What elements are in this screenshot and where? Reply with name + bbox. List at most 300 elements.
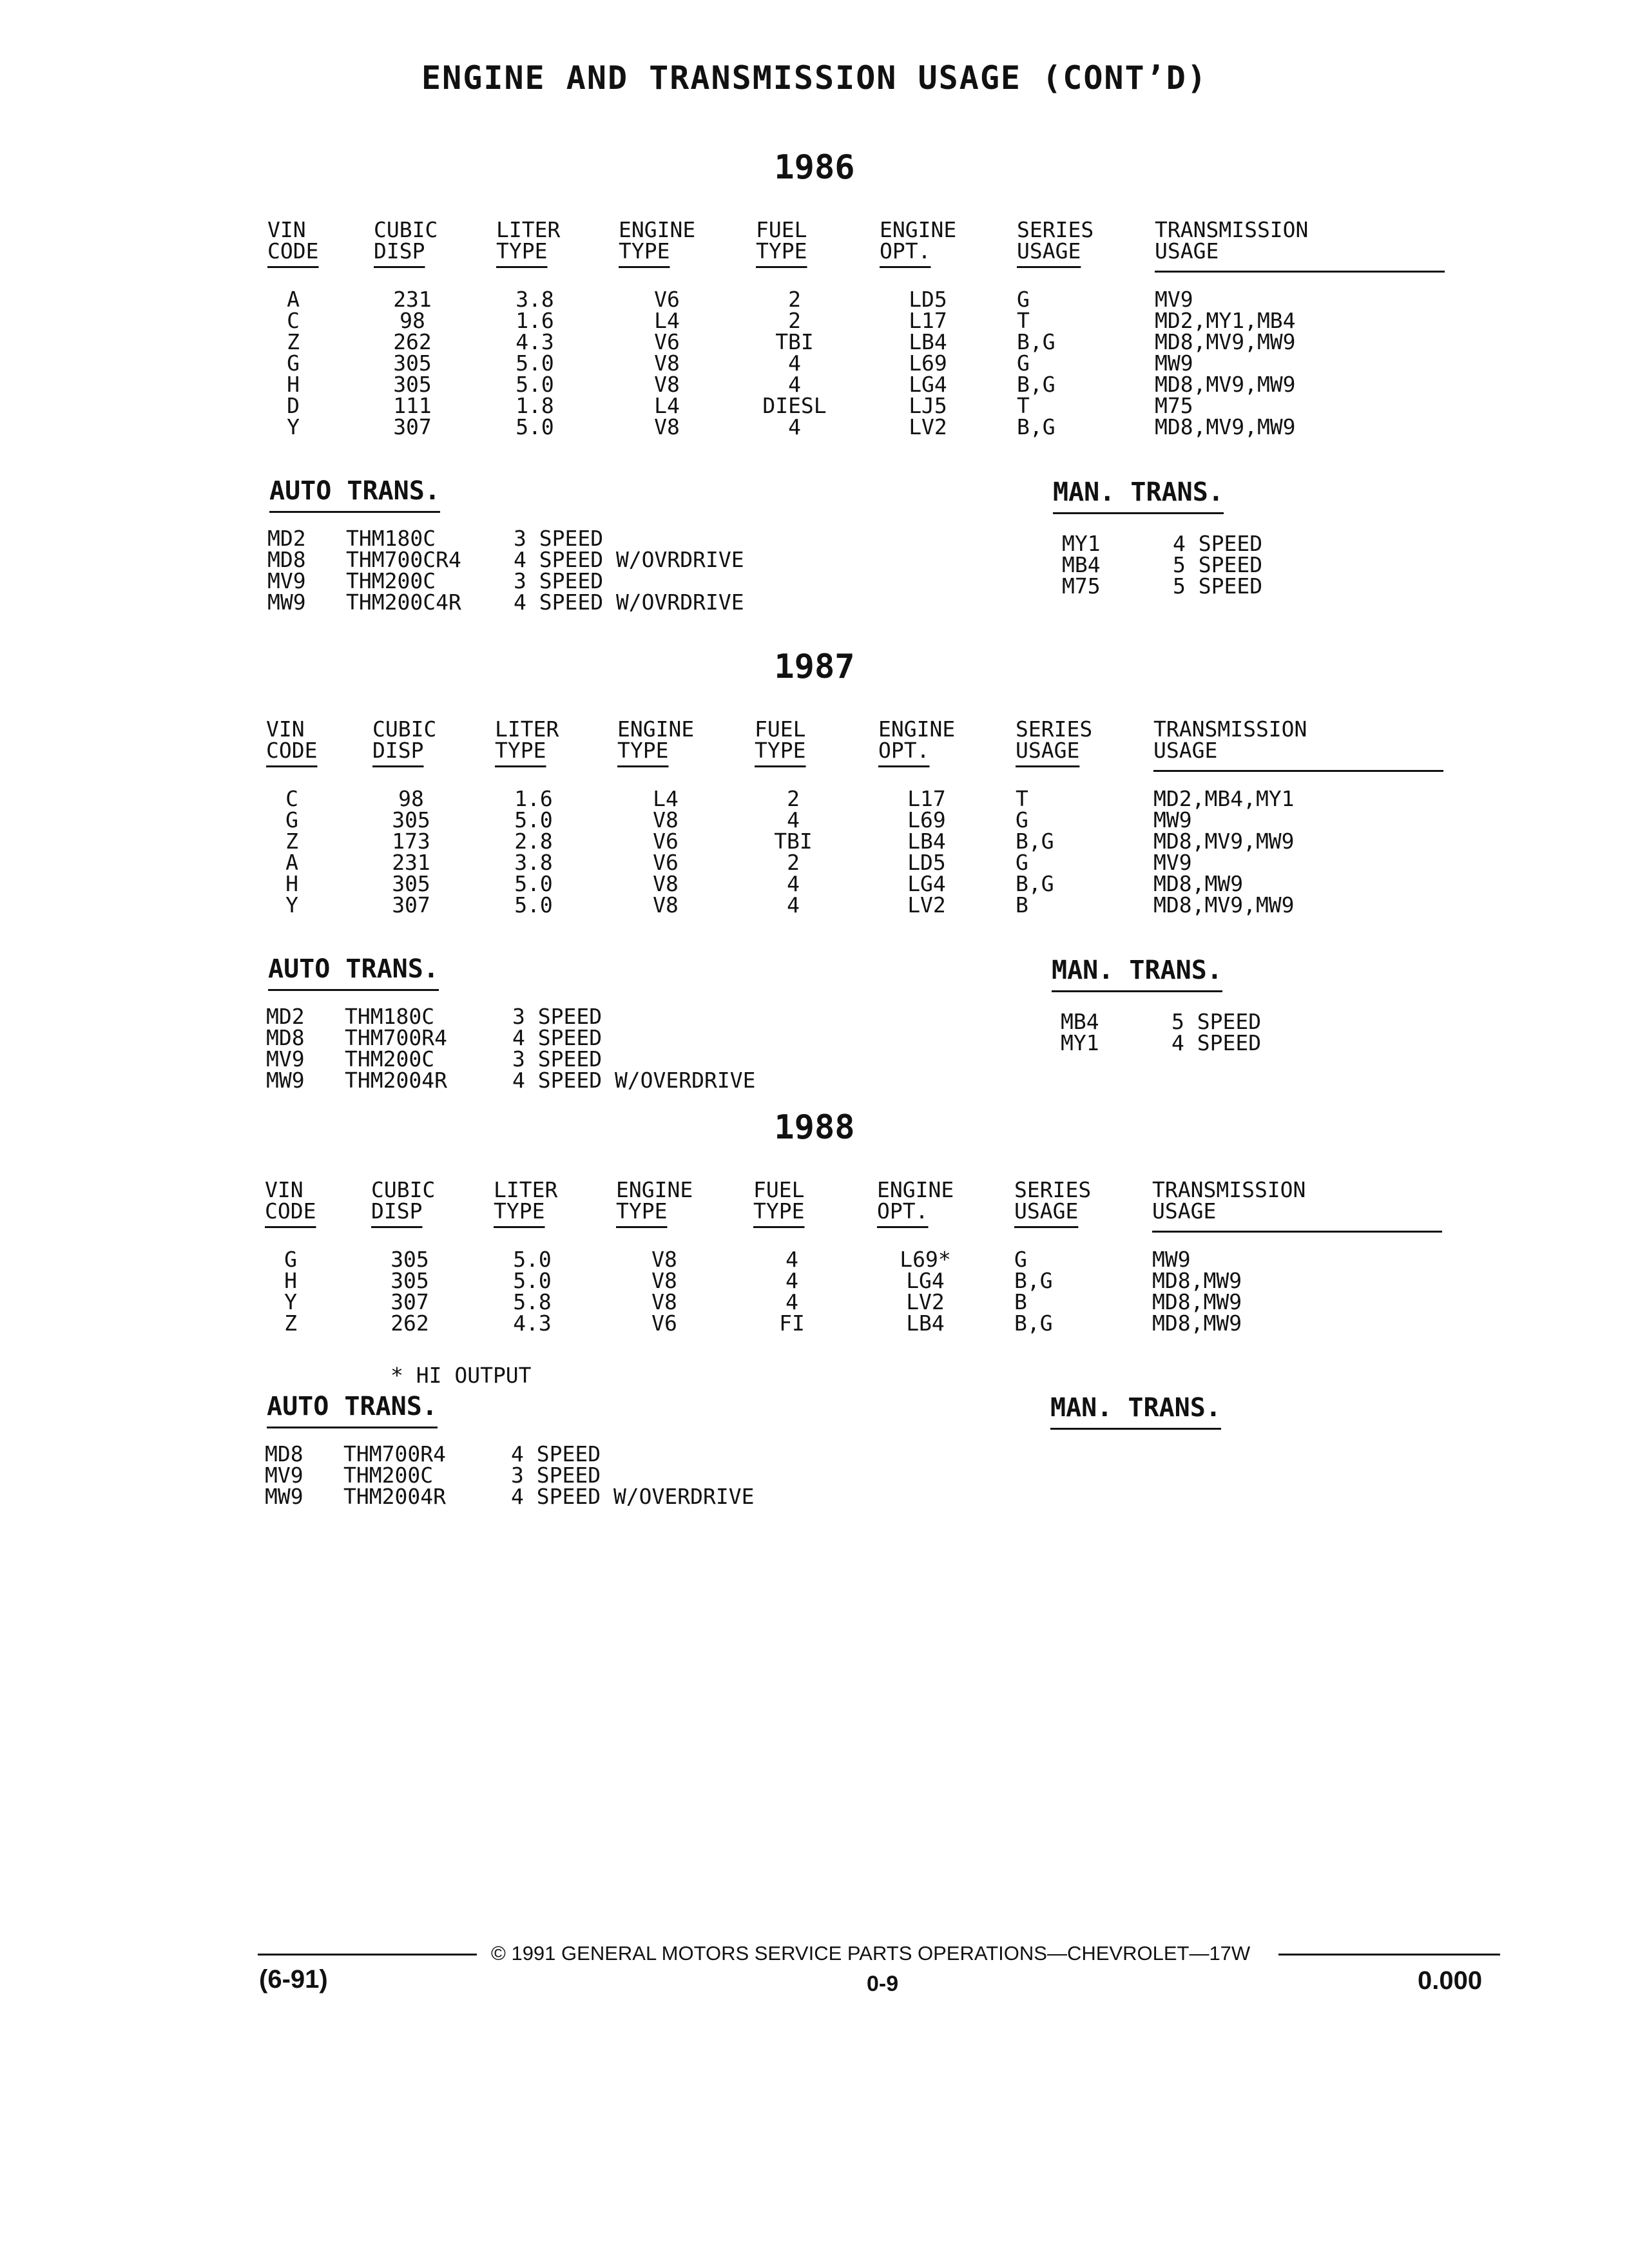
header-line-2: DISP <box>374 238 425 264</box>
footnote: * HI OUTPUT <box>390 1363 532 1388</box>
auto-trans-heading <box>267 1392 438 1421</box>
transmission-header-rule <box>1152 1231 1442 1233</box>
table-cell: 5.0 <box>516 414 554 439</box>
year-heading: 1988 <box>774 1108 855 1147</box>
table-cell: 305 <box>392 871 430 896</box>
table-cell: MW9 <box>1155 351 1193 376</box>
column-fuel <box>753 1249 831 1334</box>
table-cell: Y <box>287 414 300 439</box>
header-line-1: ENGINE <box>617 716 695 742</box>
table-cell: 4.3 <box>513 1311 552 1336</box>
header-line-1: ENGINE <box>616 1177 693 1202</box>
footer-page-number: 0-9 <box>867 1972 899 1996</box>
table-cell: 5.0 <box>514 871 553 896</box>
list-item: 4 SPEED W/OVERDRIVE <box>511 1484 755 1509</box>
table-cell: H <box>284 1268 297 1293</box>
header-line-2: TYPE <box>619 238 670 264</box>
list-item: 4 SPEED <box>511 1441 601 1466</box>
column-header-engine-opt <box>878 718 955 761</box>
table-cell: C <box>287 308 300 333</box>
column-engine-type <box>617 788 714 916</box>
list-item: THM180C <box>345 1004 435 1029</box>
column-header-engine-type <box>616 1179 693 1222</box>
header-line-2: TYPE <box>616 1198 668 1224</box>
table-cell: M75 <box>1155 393 1193 418</box>
table-cell: 4 <box>787 871 800 896</box>
header-line-2: TYPE <box>753 1198 805 1224</box>
footer-section-number: 0.000 <box>1418 1966 1483 1995</box>
list-item: MD2 <box>267 526 306 551</box>
list-item: THM700CR4 <box>346 547 461 572</box>
column-header-cubic <box>372 718 436 761</box>
year-heading: 1986 <box>774 148 855 187</box>
header-line-1: CUBIC <box>374 217 438 242</box>
table-cell: 2 <box>788 308 801 333</box>
header-line-1: VIN <box>265 1177 304 1202</box>
table-cell: 305 <box>393 372 432 397</box>
table-cell: LJ5 <box>909 393 947 418</box>
table-cell: B,G <box>1017 329 1055 354</box>
table-cell: LG4 <box>907 871 946 896</box>
table-cell: L17 <box>909 308 947 333</box>
man-trans-heading <box>1050 1393 1221 1423</box>
table-cell: MD2,MY1,MB4 <box>1155 308 1296 333</box>
table-cell: 4 <box>786 1247 798 1272</box>
table-cell: MD8,MV9,MW9 <box>1155 329 1296 354</box>
auto-trans-label: AUTO TRANS. <box>268 954 439 991</box>
auto-trans-column-0 <box>266 1006 305 1091</box>
header-line-1: FUEL <box>753 1177 805 1202</box>
list-item: THM700R4 <box>345 1025 447 1050</box>
header-line-2: USAGE <box>1014 1198 1079 1224</box>
table-cell: LB4 <box>906 1311 945 1336</box>
table-cell: V8 <box>654 372 680 397</box>
auto-trans-column-0 <box>265 1443 304 1507</box>
column-fuel <box>756 289 833 437</box>
column-header-liter <box>495 718 559 761</box>
man-trans-column-0 <box>1061 1011 1099 1053</box>
table-cell: 5.0 <box>516 351 554 376</box>
column-liter <box>495 788 572 916</box>
list-item: 3 SPEED <box>512 1004 602 1029</box>
table-cell: MV9 <box>1155 287 1193 312</box>
column-trans <box>1155 289 1445 437</box>
table-cell: 4 <box>787 892 800 918</box>
table-cell: 307 <box>392 892 430 918</box>
header-line-1: TRANSMISSION <box>1153 716 1307 742</box>
table-cell: H <box>287 372 300 397</box>
column-series <box>1016 788 1112 916</box>
table-cell: TBI <box>775 329 814 354</box>
header-line-2: OPT. <box>877 1198 929 1224</box>
header-line-2: USAGE <box>1017 238 1081 264</box>
table-cell: LD5 <box>909 287 947 312</box>
list-item: MD8 <box>266 1025 305 1050</box>
table-cell: LB4 <box>909 329 947 354</box>
list-item: THM2004R <box>343 1484 446 1509</box>
column-engine-opt <box>877 1249 974 1334</box>
man-trans-heading <box>1052 956 1222 985</box>
column-vin <box>267 289 319 437</box>
table-cell: 2 <box>787 786 800 811</box>
table-cell: MD8,MV9,MW9 <box>1155 372 1296 397</box>
header-line-1: SERIES <box>1014 1177 1092 1202</box>
column-engine-type <box>616 1249 713 1334</box>
table-cell: 4 <box>786 1268 798 1293</box>
column-header-vin <box>266 718 317 761</box>
list-item: THM2004R <box>345 1068 447 1093</box>
list-item: 4 SPEED W/OVRDRIVE <box>514 590 744 615</box>
man-trans-heading <box>1053 477 1224 507</box>
table-cell: G <box>1016 807 1028 832</box>
table-cell: V6 <box>653 850 679 875</box>
header-line-1: ENGINE <box>877 1177 954 1202</box>
man-trans-column-0 <box>1062 533 1101 597</box>
table-cell: 4 <box>788 351 801 376</box>
header-line-1: TRANSMISSION <box>1152 1177 1306 1202</box>
table-cell: B <box>1016 892 1028 918</box>
list-item: 4 SPEED <box>1173 531 1263 556</box>
table-cell: LV2 <box>907 892 946 918</box>
table-cell: 307 <box>393 414 432 439</box>
list-item: MB4 <box>1061 1009 1099 1034</box>
column-vin <box>266 788 318 916</box>
table-cell: B,G <box>1014 1311 1053 1336</box>
table-cell: L17 <box>907 786 946 811</box>
table-cell: 231 <box>392 850 430 875</box>
table-cell: 5.0 <box>514 807 553 832</box>
column-header-vin <box>265 1179 316 1222</box>
column-header-series <box>1016 718 1092 761</box>
table-cell: MD8,MW9 <box>1153 871 1244 896</box>
header-line-2: CODE <box>266 738 318 763</box>
table-cell: 305 <box>390 1268 429 1293</box>
column-header-cubic <box>374 219 438 262</box>
header-line-2: USAGE <box>1153 738 1218 763</box>
table-cell: LG4 <box>909 372 947 397</box>
table-cell: MD8,MV9,MW9 <box>1155 414 1296 439</box>
table-cell: V8 <box>651 1247 677 1272</box>
table-cell: 1.6 <box>516 308 554 333</box>
table-cell: A <box>287 287 300 312</box>
header-line-1: LITER <box>495 716 559 742</box>
table-cell: LV2 <box>909 414 947 439</box>
auto-trans-column-0 <box>267 528 306 613</box>
table-cell: D <box>287 393 300 418</box>
table-cell: LD5 <box>907 850 946 875</box>
table-cell: MW9 <box>1152 1247 1191 1272</box>
header-line-2: DISP <box>372 738 424 763</box>
list-item: 4 SPEED <box>512 1025 602 1050</box>
table-cell: 4 <box>788 414 801 439</box>
list-item: THM180C <box>346 526 436 551</box>
table-cell: 5.0 <box>514 892 553 918</box>
header-line-1: LITER <box>496 217 561 242</box>
table-cell: G <box>284 1247 297 1272</box>
man-trans-column-1 <box>1171 1011 1261 1053</box>
list-item: 3 SPEED <box>514 568 604 593</box>
column-header-trans <box>1155 219 1308 262</box>
table-cell: V8 <box>653 807 679 832</box>
column-header-series <box>1017 219 1094 262</box>
man-trans-label: MAN. TRANS. <box>1053 477 1224 514</box>
header-line-1: FUEL <box>756 217 807 242</box>
header-line-2: TYPE <box>496 238 548 264</box>
table-cell: V8 <box>651 1268 677 1293</box>
list-item: MY1 <box>1061 1030 1099 1055</box>
column-header-engine-opt <box>880 219 956 262</box>
auto-trans-label: AUTO TRANS. <box>269 476 440 513</box>
column-liter <box>496 289 574 437</box>
column-cubic <box>371 1249 448 1334</box>
header-line-2: OPT. <box>878 738 930 763</box>
list-item: MD8 <box>265 1441 304 1466</box>
table-cell: MD8,MW9 <box>1152 1268 1242 1293</box>
column-series <box>1017 289 1113 437</box>
table-cell: 5.8 <box>513 1289 552 1314</box>
column-engine-opt <box>880 289 976 437</box>
table-cell: G <box>285 807 298 832</box>
header-line-1: SERIES <box>1016 716 1093 742</box>
list-item: 4 SPEED W/OVERDRIVE <box>512 1068 756 1093</box>
header-line-1: VIN <box>266 716 305 742</box>
auto-trans-column-2 <box>511 1443 755 1507</box>
table-cell: MD8,MW9 <box>1152 1311 1242 1336</box>
column-header-fuel <box>753 1179 804 1222</box>
table-cell: 262 <box>390 1311 429 1336</box>
list-item: THM700R4 <box>343 1441 446 1466</box>
column-trans <box>1152 1249 1442 1334</box>
table-cell: G <box>287 351 300 376</box>
column-trans <box>1153 788 1443 916</box>
column-liter <box>494 1249 571 1334</box>
header-line-1: ENGINE <box>619 217 696 242</box>
table-cell: L69 <box>907 807 946 832</box>
column-vin <box>265 1249 316 1334</box>
table-cell: TBI <box>774 829 813 854</box>
table-cell: 4.3 <box>516 329 554 354</box>
header-line-1: SERIES <box>1017 217 1094 242</box>
table-cell: DIESL <box>762 393 827 418</box>
footer-rule-left <box>258 1954 477 1956</box>
table-cell: 262 <box>393 329 432 354</box>
list-item: MD8 <box>267 547 306 572</box>
table-cell: Z <box>284 1311 297 1336</box>
auto-trans-heading <box>268 954 439 984</box>
header-line-2: TYPE <box>755 738 806 763</box>
list-item: 5 SPEED <box>1173 552 1263 577</box>
list-item: THM200C4R <box>346 590 461 615</box>
header-line-1: FUEL <box>755 716 806 742</box>
table-cell: 3.8 <box>516 287 554 312</box>
header-line-1: LITER <box>494 1177 558 1202</box>
table-cell: V6 <box>654 329 680 354</box>
list-item: 3 SPEED <box>512 1046 602 1072</box>
table-cell: V8 <box>654 414 680 439</box>
header-line-2: USAGE <box>1155 238 1219 264</box>
table-cell: FI <box>779 1311 805 1336</box>
table-cell: V8 <box>651 1289 677 1314</box>
table-cell: 305 <box>392 807 430 832</box>
column-header-liter <box>494 1179 557 1222</box>
column-engine-opt <box>878 788 975 916</box>
table-cell: B,G <box>1017 372 1055 397</box>
table-cell: 173 <box>392 829 430 854</box>
table-cell: MW9 <box>1153 807 1192 832</box>
man-trans-label: MAN. TRANS. <box>1052 956 1222 992</box>
list-item: 4 SPEED <box>1171 1030 1262 1055</box>
auto-trans-column-2 <box>512 1006 756 1091</box>
table-cell: LB4 <box>907 829 946 854</box>
auto-trans-heading <box>269 476 440 506</box>
column-header-fuel <box>756 219 807 262</box>
list-item: MW9 <box>265 1484 304 1509</box>
year-heading: 1987 <box>774 648 855 686</box>
table-cell: 5.0 <box>513 1247 552 1272</box>
table-cell: G <box>1017 351 1030 376</box>
header-line-2: CODE <box>265 1198 316 1224</box>
header-line-1: ENGINE <box>878 716 956 742</box>
table-cell: G <box>1016 850 1028 875</box>
header-line-1: TRANSMISSION <box>1155 217 1309 242</box>
table-cell: LG4 <box>906 1268 945 1293</box>
table-cell: H <box>285 871 298 896</box>
column-engine-type <box>619 289 715 437</box>
table-cell: V6 <box>651 1311 677 1336</box>
footer-copyright: © 1991 GENERAL MOTORS SERVICE PARTS OPERATIONS—CHEVROLET—17W <box>491 1942 1251 1965</box>
auto-trans-column-1 <box>343 1443 446 1507</box>
table-cell: B,G <box>1014 1268 1053 1293</box>
table-cell: 231 <box>393 287 432 312</box>
table-cell: V8 <box>653 871 679 896</box>
list-item: 3 SPEED <box>514 526 604 551</box>
header-line-2: USAGE <box>1152 1198 1217 1224</box>
table-cell: 307 <box>390 1289 429 1314</box>
column-header-trans <box>1152 1179 1306 1222</box>
header-line-2: TYPE <box>495 738 546 763</box>
table-cell: 305 <box>390 1247 429 1272</box>
auto-trans-column-1 <box>346 528 461 613</box>
table-cell: 111 <box>393 393 432 418</box>
table-cell: L4 <box>654 393 680 418</box>
column-fuel <box>755 788 832 916</box>
header-line-2: DISP <box>371 1198 423 1224</box>
list-item: MW9 <box>267 590 306 615</box>
list-item: MW9 <box>266 1068 305 1093</box>
table-cell: 98 <box>400 308 425 333</box>
table-cell: V6 <box>653 829 679 854</box>
transmission-header-rule <box>1155 271 1445 273</box>
table-cell: 4 <box>786 1289 798 1314</box>
table-cell: 98 <box>398 786 424 811</box>
table-cell: 2 <box>788 287 801 312</box>
table-cell: T <box>1017 393 1030 418</box>
table-cell: 2.8 <box>514 829 553 854</box>
list-item: MD2 <box>266 1004 305 1029</box>
table-cell: 1.8 <box>516 393 554 418</box>
table-cell: L69* <box>900 1247 951 1272</box>
table-cell: 305 <box>393 351 432 376</box>
table-cell: LV2 <box>906 1289 945 1314</box>
table-cell: B,G <box>1016 871 1054 896</box>
list-item: 5 SPEED <box>1171 1009 1262 1034</box>
table-cell: 4 <box>787 807 800 832</box>
table-cell: MD2,MB4,MY1 <box>1153 786 1295 811</box>
man-trans-label: MAN. TRANS. <box>1050 1393 1221 1430</box>
list-item: 4 SPEED W/OVRDRIVE <box>514 547 744 572</box>
header-line-2: TYPE <box>617 738 669 763</box>
table-cell: G <box>1017 287 1030 312</box>
table-cell: T <box>1017 308 1030 333</box>
table-cell: Z <box>287 329 300 354</box>
table-cell: V8 <box>653 892 679 918</box>
table-cell: B <box>1014 1289 1027 1314</box>
list-item: THM200C <box>346 568 436 593</box>
column-header-fuel <box>755 718 805 761</box>
list-item: THM200C <box>345 1046 435 1072</box>
header-line-2: OPT. <box>880 238 931 264</box>
page-title: ENGINE AND TRANSMISSION USAGE (CONT’D) <box>421 59 1208 97</box>
auto-trans-column-2 <box>514 528 744 613</box>
table-cell: MD8,MW9 <box>1152 1289 1242 1314</box>
list-item: MB4 <box>1062 552 1101 577</box>
column-header-engine-opt <box>877 1179 954 1222</box>
list-item: MV9 <box>265 1463 304 1488</box>
list-item: MV9 <box>266 1046 305 1072</box>
list-item: MY1 <box>1062 531 1101 556</box>
transmission-header-rule <box>1153 770 1443 772</box>
table-cell: T <box>1016 786 1028 811</box>
column-series <box>1014 1249 1111 1334</box>
header-line-1: ENGINE <box>880 217 957 242</box>
column-header-series <box>1014 1179 1091 1222</box>
table-cell: L4 <box>653 786 679 811</box>
table-cell: B,G <box>1017 414 1055 439</box>
column-cubic <box>372 788 450 916</box>
auto-trans-label: AUTO TRANS. <box>267 1392 438 1428</box>
list-item: 3 SPEED <box>511 1463 601 1488</box>
column-header-engine-type <box>619 219 695 262</box>
man-trans-column-1 <box>1173 533 1262 597</box>
table-cell: V8 <box>654 351 680 376</box>
list-item: M75 <box>1062 573 1101 599</box>
list-item: MV9 <box>267 568 306 593</box>
column-header-engine-type <box>617 718 694 761</box>
auto-trans-column-1 <box>345 1006 447 1091</box>
table-cell: MD8,MV9,MW9 <box>1153 892 1295 918</box>
table-cell: 3.8 <box>514 850 553 875</box>
table-cell: 4 <box>788 372 801 397</box>
table-cell: L4 <box>654 308 680 333</box>
header-line-2: USAGE <box>1016 738 1080 763</box>
column-header-liter <box>496 219 560 262</box>
header-line-1: VIN <box>267 217 306 242</box>
table-cell: 5.0 <box>513 1268 552 1293</box>
header-line-2: CODE <box>267 238 319 264</box>
table-cell: B,G <box>1016 829 1054 854</box>
header-line-2: TYPE <box>494 1198 545 1224</box>
table-cell: 1.6 <box>514 786 553 811</box>
table-cell: G <box>1014 1247 1027 1272</box>
column-header-trans <box>1153 718 1307 761</box>
table-cell: MV9 <box>1153 850 1192 875</box>
footer-rule-right <box>1278 1954 1500 1956</box>
table-cell: Z <box>285 829 298 854</box>
column-cubic <box>374 289 451 437</box>
table-cell: Y <box>285 892 298 918</box>
column-header-vin <box>267 219 318 262</box>
table-cell: MD8,MV9,MW9 <box>1153 829 1295 854</box>
